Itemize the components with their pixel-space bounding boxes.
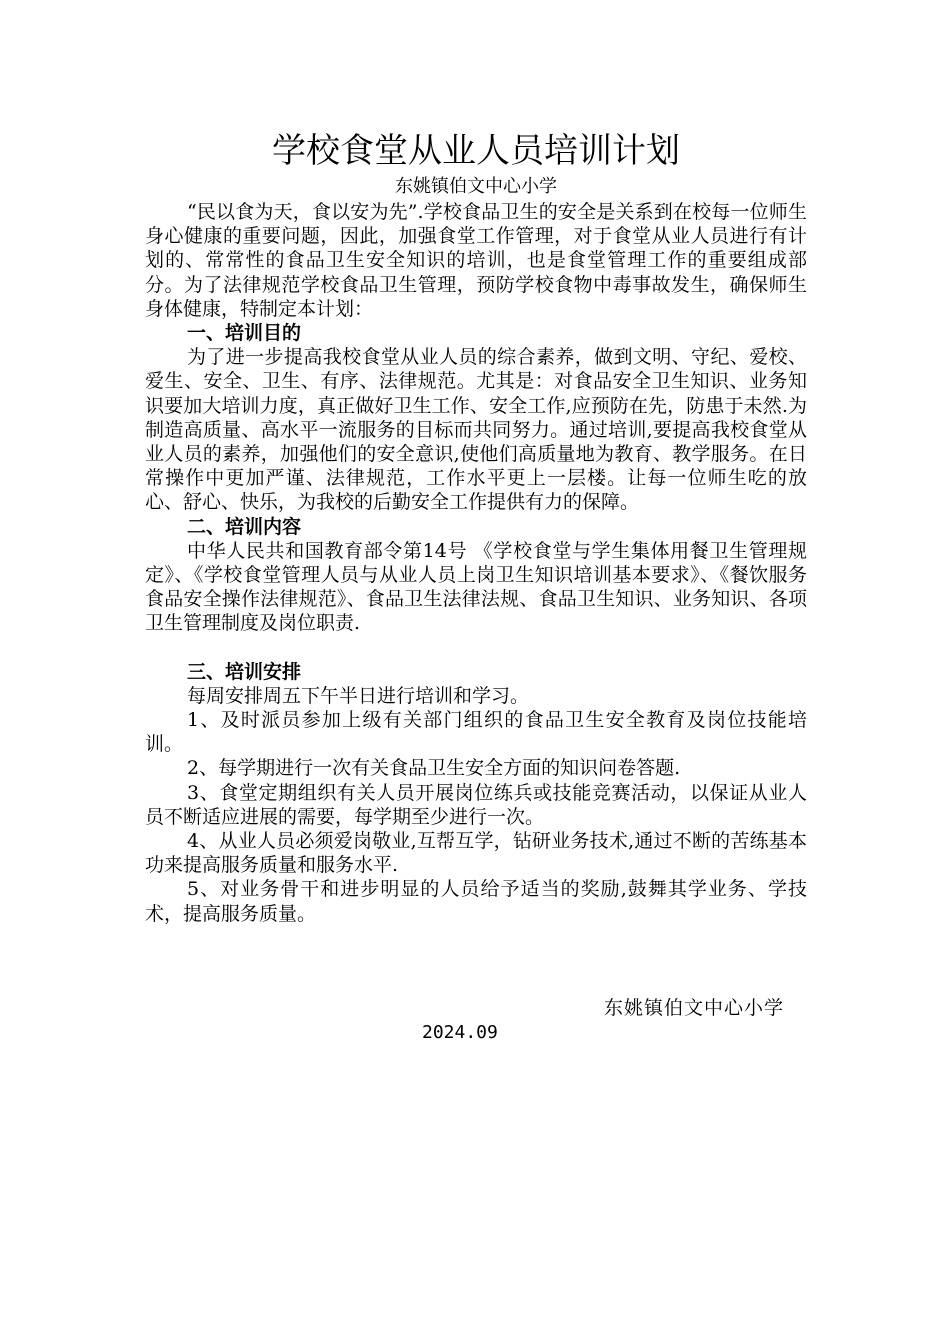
section-heading-schedule: 三、培训安排 — [187, 660, 302, 683]
document-subtitle: 东姚镇伯文中心小学 — [395, 176, 557, 197]
schedule-item: 4、从业人员必须爱岗敬业,互帮互学，钻研业务技术,通过不断的苦练基本功来提高服务质量和服务水平. — [145, 830, 807, 877]
section-heading-content: 二、培训内容 — [187, 515, 302, 538]
intro-paragraph: “民以食为天，食以安为先”.学校食品卫生的安全是关系到在校每一位师生身心健康的重要问题，因此，加强食堂工作管理，对于食堂从业人员进行有计划的、常常性的食品卫生安全知识的培训，也是食堂管理工作的重要组成部分。为了法律规范学校食品卫生管理，预防学校食物中毒事故发生，确保师生身体健康，特制定本计划： — [145, 201, 807, 320]
content-paragraph: 中华人民共和国教育部令第14号 《学校食堂与学生集体用餐卫生管理规定》、《学校食堂管理人员与从业人员上岗卫生知识培训基本要求》、《餐饮服务食品安全操作法律规范》、食品卫生法律法规、食品卫生知识、业务知识、各项卫生管理制度及岗位职责. — [145, 539, 807, 635]
purpose-paragraph: 为了进一步提高我校食堂从业人员的综合素养，做到文明、守纪、爱校、爱生、安全、卫生、有序、法律规范。尤其是：对食品安全卫生知识、业务知识要加大培训力度，真正做好卫生工作、安全工作,应预防在先，防患于未然.为制造高质量、高水平一流服务的目标而共同努力。通过培训,要提高我校食堂从业人员的素养，加强他们的安全意识,使他们高质量地为教育、教学服务。在日常操作中更加严谨、法律规范，工作水平更上一层楼。让每一位师生吃的放心、舒心、快乐，为我校的后勤安全工作提供有力的保障。 — [145, 346, 807, 514]
schedule-paragraph: 每周安排周五下午半日进行培训和学习。 — [187, 684, 530, 707]
schedule-item: 2、每学期进行一次有关食品卫生安全方面的知识问卷答题. — [187, 757, 681, 780]
schedule-item: 5、对业务骨干和进步明显的人员给予适当的奖励,鼓舞其学业务、学技术，提高服务质量。 — [145, 878, 807, 925]
document-body — [145, 128, 807, 926]
document-title: 学校食堂从业人员培训计划 — [272, 131, 680, 171]
schedule-item: 3、食堂定期组织有关人员开展岗位练兵或技能竞赛活动，以保证从业人员不断适应进展的需要，每学期至少进行一次。 — [145, 781, 807, 828]
schedule-item: 1、及时派员参加上级有关部门组织的食品卫生安全教育及岗位技能培训。 — [145, 709, 807, 756]
signature-date: 2024.09 — [422, 1022, 498, 1043]
section-spacer — [145, 636, 807, 660]
signature-organization: 东姚镇伯文中心小学 — [604, 997, 785, 1019]
section-heading-purpose: 一、培训目的 — [187, 322, 302, 345]
